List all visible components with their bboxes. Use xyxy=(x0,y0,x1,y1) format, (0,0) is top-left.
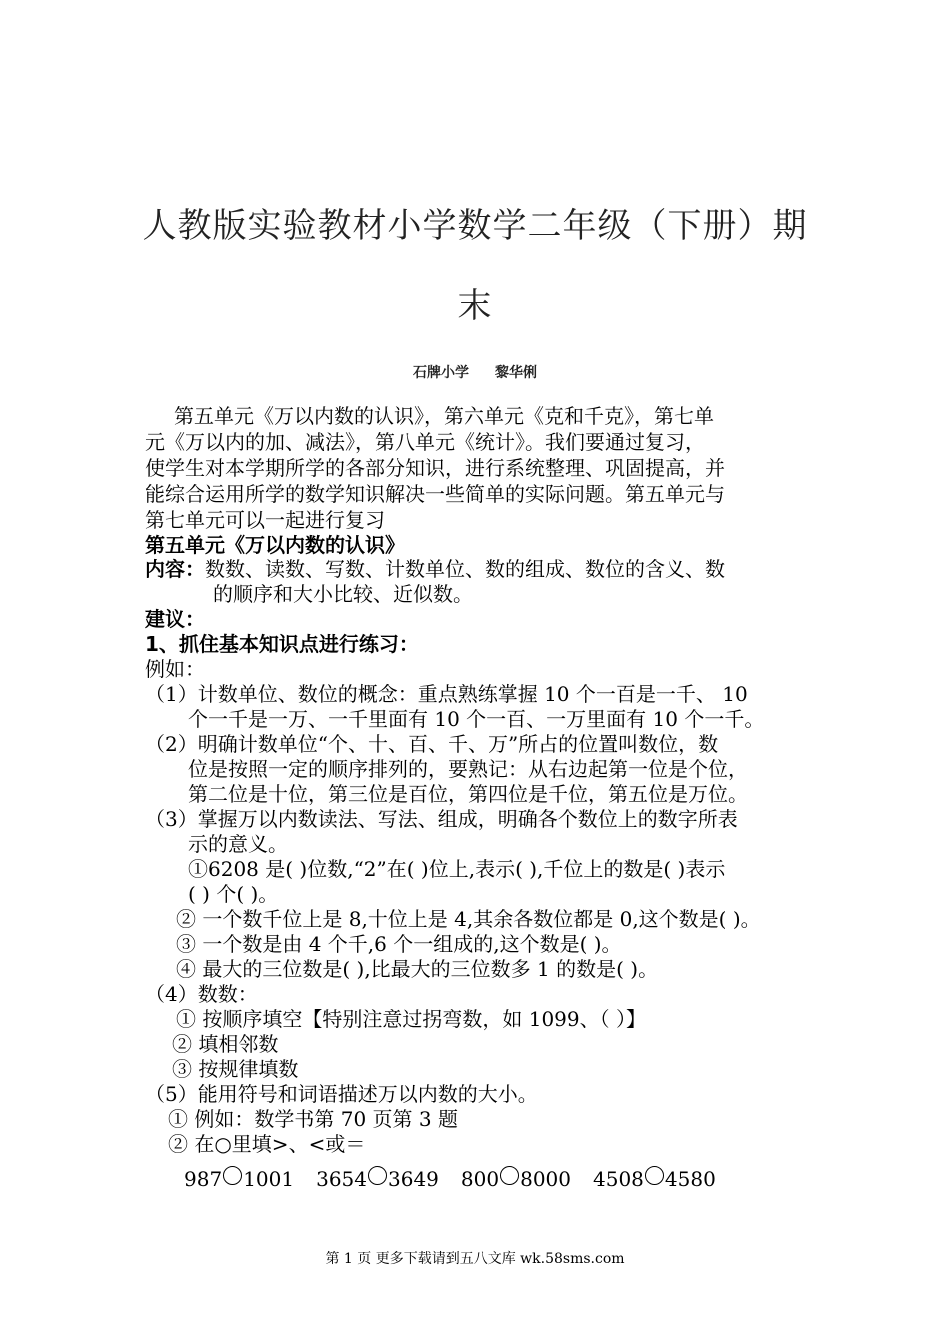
intro-line: 第七单元可以一起进行复习 xyxy=(145,508,385,532)
section-heading: 第五单元《万以内数的认识》 xyxy=(145,533,405,557)
suggestion-label: 建议： xyxy=(145,607,205,631)
list-item: 示的意义。 xyxy=(188,832,288,856)
content-text-1: 数数、读数、写数、计数单位、数的组成、数位的含义、数 xyxy=(205,557,725,581)
comparison-left: 987 xyxy=(184,1167,223,1191)
comparison-item xyxy=(461,1166,571,1191)
list-item: ② 一个数千位上是 8,十位上是 4,其余各数位都是 0,这个数是( )。 xyxy=(176,907,761,931)
list-item: （2）明确计数单位“个、十、百、千、万”所占的位置叫数位，数 xyxy=(145,732,719,756)
list-item: （1）计数单位、数位的概念：重点熟练掌握 10 个一百是一千、 10 xyxy=(145,682,748,706)
list-item: ③ 按规律填数 xyxy=(172,1057,299,1081)
comparison-left: 4508 xyxy=(593,1167,644,1191)
content-line-1 xyxy=(145,557,725,581)
comparison-right: 8000 xyxy=(520,1167,571,1191)
intro-line: 能综合运用所学的数学知识解决一些简单的实际问题。第五单元与 xyxy=(145,482,725,506)
list-item: （4）数数： xyxy=(145,982,258,1006)
list-item: （3）掌握万以内数读法、写法、组成，明确各个数位上的数字所表 xyxy=(145,807,738,831)
intro-line: 使学生对本学期所学的各部分知识，进行系统整理、巩固提高，并 xyxy=(145,456,725,480)
blank-circle-icon[interactable] xyxy=(645,1166,664,1185)
content-text-2: 的顺序和大小比较、近似数。 xyxy=(213,582,473,606)
list-item: （5）能用符号和词语描述万以内数的大小。 xyxy=(145,1082,538,1106)
list-item: 个一千是一万、一千里面有 10 个一百、一万里面有 10 个一千。 xyxy=(188,707,765,731)
comparison-right: 3649 xyxy=(388,1167,439,1191)
list-item: ①6208 是( )位数,“2”在( )位上,表示( ),千位上的数是( )表示 xyxy=(188,857,726,881)
comparison-right: 4580 xyxy=(664,1167,716,1191)
list-item: ① 例如：数学书第 70 页第 3 题 xyxy=(168,1107,458,1131)
comparison-item xyxy=(316,1166,439,1191)
list-item: ④ 最大的三位数是( ),比最大的三位数多 1 的数是( )。 xyxy=(176,957,659,981)
comparison-item xyxy=(184,1166,294,1191)
list-item: ① 按顺序填空【特别注意过拐弯数，如 1099、（ ）】 xyxy=(176,1007,646,1031)
comparison-item xyxy=(593,1166,716,1191)
intro-line: 第五单元《万以内数的认识》，第六单元《克和千克》，第七单 xyxy=(174,404,714,428)
list-item: ( ) 个( )。 xyxy=(188,882,279,906)
page-footer: 第 1 页 更多下载请到五八文库 wk.58sms.com xyxy=(325,1251,625,1267)
comparison-row xyxy=(184,1166,716,1191)
point-1-heading: 1、抓住基本知识点进行练习： xyxy=(145,632,419,656)
author-school: 石牌小学 xyxy=(413,365,469,381)
content-label: 内容： xyxy=(145,557,205,581)
list-item: 位是按照一定的顺序排列的，要熟记：从右边起第一位是个位， xyxy=(188,757,748,781)
list-item: ③ 一个数是由 4 个千,6 个一组成的,这个数是( )。 xyxy=(176,932,622,956)
author-name: 黎华俐 xyxy=(495,365,537,381)
example-label: 例如： xyxy=(145,657,205,681)
blank-circle-icon[interactable] xyxy=(368,1166,387,1185)
comparison-right: 1001 xyxy=(243,1167,295,1191)
blank-circle-icon[interactable] xyxy=(223,1166,242,1185)
intro-line: 元《万以内的加、减法》，第八单元《统计》。我们要通过复习， xyxy=(145,430,705,454)
comparison-left: 800 xyxy=(460,1167,500,1191)
list-item: ② 填相邻数 xyxy=(172,1032,279,1056)
document-title-line-2: 末 xyxy=(457,286,493,326)
author-line xyxy=(0,362,950,382)
blank-circle-icon[interactable] xyxy=(500,1166,519,1185)
comparison-left: 3654 xyxy=(316,1167,367,1191)
list-item: 第二位是十位，第三位是百位，第四位是千位，第五位是万位。 xyxy=(188,782,748,806)
list-item: ② 在○里填>、<或＝ xyxy=(168,1132,366,1156)
document-title-line-1: 人教版实验教材小学数学二年级（下册）期 xyxy=(142,206,808,246)
